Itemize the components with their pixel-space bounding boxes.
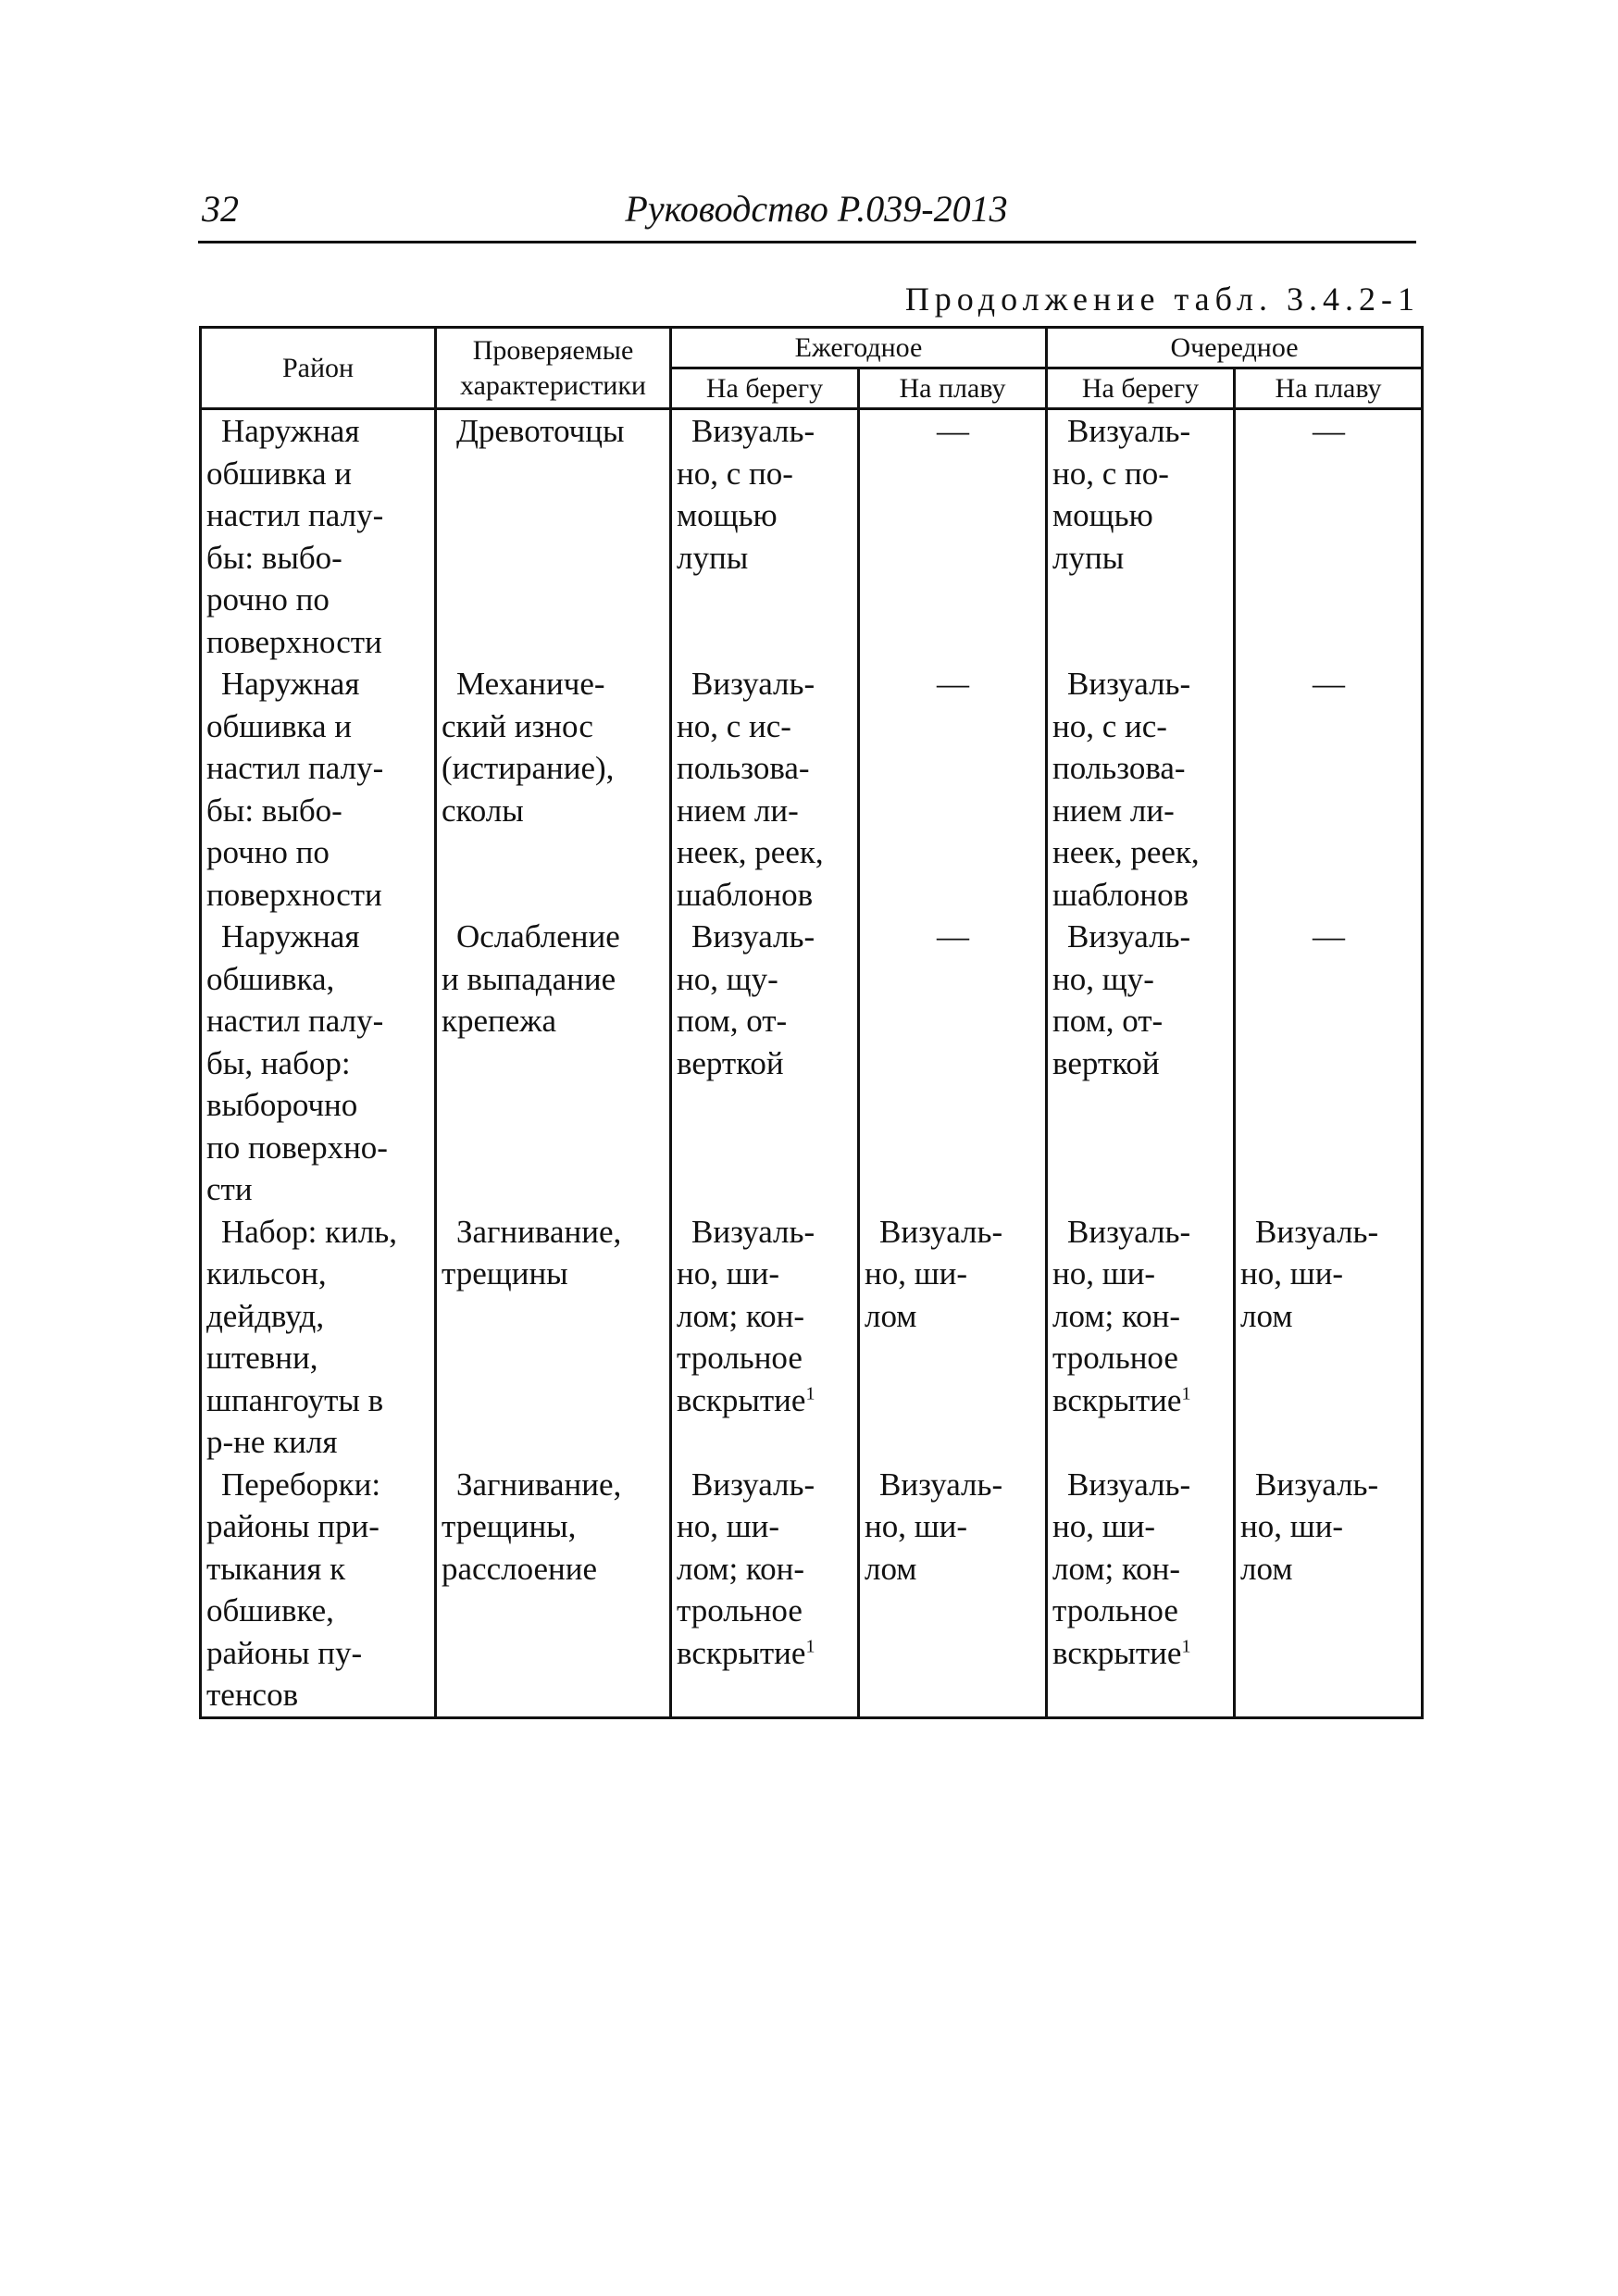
table-row xyxy=(201,409,1423,664)
dash-mark: — xyxy=(1313,918,1346,955)
cell-text-line: районы пу- xyxy=(206,1634,363,1671)
cell-text-line: Переборки: xyxy=(221,1466,381,1503)
cell-text-line: обшивка, xyxy=(206,960,335,997)
cell-area xyxy=(201,409,436,664)
col-header-characteristics-line: характеристики xyxy=(459,369,646,401)
cell-text-line: пом, от- xyxy=(677,1003,788,1039)
cell-text-line: и выпадание xyxy=(442,960,616,997)
cell-annual-afloat xyxy=(859,1464,1047,1718)
cell-text-line: Визуаль- xyxy=(879,1466,1003,1503)
cell-text-line: лом; кон- xyxy=(1052,1550,1181,1587)
cell-text-line: ский износ xyxy=(442,707,593,744)
cell-characteristics xyxy=(436,663,671,916)
cell-text-line: но, ши- xyxy=(1240,1255,1344,1292)
cell-text-line: нием ли- xyxy=(677,792,799,829)
cell-annual-afloat xyxy=(859,1211,1047,1464)
cell-text-line: лом xyxy=(865,1550,917,1587)
cell-text-line: трещины xyxy=(442,1255,568,1292)
cell-text-line: крепежа xyxy=(442,1003,557,1039)
cell-text-line: Визуаль- xyxy=(1067,666,1191,702)
cell-text-line: пользова- xyxy=(677,750,810,786)
cell-characteristics xyxy=(436,1464,671,1718)
cell-text-line: трольное xyxy=(677,1592,803,1628)
cell-text-line: настил палу- xyxy=(206,497,384,533)
cell-text-line: Визуаль- xyxy=(691,918,815,955)
cell-text-line: Визуаль- xyxy=(879,1213,1003,1250)
cell-text-line: шпангоуты в xyxy=(206,1381,384,1418)
cell-text-line: верткой xyxy=(677,1044,784,1081)
cell-periodic-afloat xyxy=(1235,1211,1423,1464)
footnote-mark: 1 xyxy=(805,1635,815,1656)
cell-text-line: Визуаль- xyxy=(691,1213,815,1250)
cell-text-line: лупы xyxy=(1052,539,1125,576)
cell-annual-shore xyxy=(671,1211,859,1464)
cell-periodic-shore xyxy=(1047,409,1235,664)
cell-text-line: Наружная xyxy=(221,413,360,449)
cell-text-line: обшивке, xyxy=(206,1592,334,1628)
cell-annual-shore xyxy=(671,1464,859,1718)
cell-text-line: (истирание), xyxy=(442,750,615,786)
cell-text-line: сколы xyxy=(442,792,524,829)
col-header-annual-on-shore: На берегу xyxy=(671,368,859,409)
cell-annual-shore xyxy=(671,663,859,916)
cell-text-line: настил палу- xyxy=(206,1003,384,1039)
table-row xyxy=(201,663,1423,916)
cell-text-line: нием ли- xyxy=(1052,792,1175,829)
cell-text-line: районы при- xyxy=(206,1508,380,1544)
cell-periodic-afloat xyxy=(1235,1464,1423,1718)
cell-text-line: шаблонов xyxy=(1052,876,1189,913)
cell-annual-shore xyxy=(671,409,859,664)
cell-text-line: Набор: киль, xyxy=(221,1213,398,1250)
cell-text-line: обшивка и xyxy=(206,455,353,492)
cell-text-line: Визуаль- xyxy=(691,666,815,702)
cell-text-line: Визуаль- xyxy=(1067,413,1191,449)
cell-characteristics xyxy=(436,1211,671,1464)
cell-text-line: дейдвуд, xyxy=(206,1297,325,1334)
cell-text-line: Загнивание, xyxy=(456,1213,622,1250)
col-header-periodic-on-shore: На берегу xyxy=(1047,368,1235,409)
cell-text-line: рочно по xyxy=(206,581,330,618)
cell-area xyxy=(201,916,436,1211)
footnote-mark: 1 xyxy=(805,1382,815,1404)
cell-text-line: бы, набор: xyxy=(206,1044,351,1081)
cell-periodic-shore xyxy=(1047,663,1235,916)
footnote-mark: 1 xyxy=(1181,1635,1191,1656)
cell-text-line: Древоточцы xyxy=(456,413,625,449)
cell-text-line: выборочно xyxy=(206,1087,358,1123)
cell-text-line: вскрытие$^1$ xyxy=(677,1634,815,1671)
cell-text-line: лом; кон- xyxy=(677,1550,805,1587)
cell-text-line: Визуаль- xyxy=(691,413,815,449)
table-row xyxy=(201,1464,1423,1718)
cell-text-line: пользова- xyxy=(1052,750,1186,786)
dash-mark: — xyxy=(937,413,969,449)
cell-text-line: по поверхно- xyxy=(206,1129,388,1166)
cell-periodic-afloat xyxy=(1235,409,1423,664)
cell-text-line: Механиче- xyxy=(456,666,605,702)
footnote-mark: 1 xyxy=(1181,1382,1191,1404)
cell-periodic-shore xyxy=(1047,1211,1235,1464)
cell-area xyxy=(201,1464,436,1718)
cell-text-line: но, ши- xyxy=(1052,1255,1156,1292)
cell-text-line: Визуаль- xyxy=(1067,918,1191,955)
cell-text-line: лом xyxy=(1240,1550,1293,1587)
table-head xyxy=(201,328,1423,409)
cell-text-line: но, с по- xyxy=(677,455,793,492)
col-header-annual: Ежегодное xyxy=(671,328,1047,368)
cell-characteristics xyxy=(436,409,671,664)
cell-periodic-shore xyxy=(1047,916,1235,1211)
cell-text-line: неек, реек, xyxy=(1052,834,1200,870)
cell-text-line: тыкания к xyxy=(206,1550,346,1587)
col-header-periodic-afloat: На плаву xyxy=(1235,368,1423,409)
dash-mark: — xyxy=(937,918,969,955)
cell-text-line: мощью xyxy=(1052,497,1153,533)
cell-text-line: тенсов xyxy=(206,1677,299,1713)
dash-mark: — xyxy=(1313,666,1346,702)
cell-text-line: трещины, xyxy=(442,1508,577,1544)
dash-mark: — xyxy=(1313,413,1346,449)
cell-annual-afloat xyxy=(859,409,1047,664)
cell-text-line: трольное xyxy=(1052,1592,1178,1628)
cell-text-line: Ослабление xyxy=(456,918,620,955)
cell-text-line: трольное xyxy=(1052,1340,1178,1376)
table-row xyxy=(201,916,1423,1211)
cell-area xyxy=(201,1211,436,1464)
cell-text-line: Наружная xyxy=(221,918,360,955)
page-header xyxy=(198,183,1416,243)
cell-text-line: вскрытие$^1$ xyxy=(1052,1634,1191,1671)
cell-area xyxy=(201,663,436,916)
cell-text-line: бы: выбо- xyxy=(206,792,342,829)
running-title: Руководство Р.039-2013 xyxy=(625,188,1008,230)
cell-text-line: Загнивание, xyxy=(456,1466,622,1503)
table-row xyxy=(201,1211,1423,1464)
cell-text-line: лом; кон- xyxy=(1052,1297,1181,1334)
col-header-characteristics xyxy=(436,328,671,409)
cell-text-line: но, с ис- xyxy=(677,707,791,744)
cell-periodic-afloat xyxy=(1235,916,1423,1211)
cell-text-line: расслоение xyxy=(442,1550,598,1587)
cell-text-line: но, ши- xyxy=(677,1508,780,1544)
cell-text-line: но, ши- xyxy=(1052,1508,1156,1544)
cell-annual-afloat xyxy=(859,663,1047,916)
cell-text-line: лом xyxy=(865,1297,917,1334)
cell-text-line: но, ши- xyxy=(1240,1508,1344,1544)
cell-text-line: сти xyxy=(206,1171,253,1207)
cell-text-line: Визуаль- xyxy=(1067,1466,1191,1503)
cell-text-line: кильсон, xyxy=(206,1255,327,1292)
inspection-table xyxy=(199,326,1424,1719)
cell-text-line: но, с ис- xyxy=(1052,707,1167,744)
cell-periodic-shore xyxy=(1047,1464,1235,1718)
col-header-area: Район xyxy=(201,328,436,409)
cell-text-line: верткой xyxy=(1052,1044,1160,1081)
cell-text-line: Наружная xyxy=(221,666,360,702)
cell-text-line: вскрытие$^1$ xyxy=(677,1381,815,1418)
col-header-characteristics-line: Проверяемые xyxy=(472,334,634,366)
cell-text-line: мощью xyxy=(677,497,778,533)
cell-text-line: настил палу- xyxy=(206,750,384,786)
cell-text-line: но, с по- xyxy=(1052,455,1169,492)
dash-mark: — xyxy=(937,666,969,702)
cell-annual-afloat xyxy=(859,916,1047,1211)
cell-annual-shore xyxy=(671,916,859,1211)
cell-text-line: но, ши- xyxy=(865,1255,968,1292)
cell-text-line: поверхности xyxy=(206,876,382,913)
cell-text-line: трольное xyxy=(677,1340,803,1376)
cell-text-line: бы: выбо- xyxy=(206,539,342,576)
page-number: 32 xyxy=(202,188,239,230)
cell-text-line: обшивка и xyxy=(206,707,353,744)
cell-text-line: штевни, xyxy=(206,1340,318,1376)
cell-text-line: пом, от- xyxy=(1052,1003,1164,1039)
table-caption: Продолжение табл. 3.4.2-1 xyxy=(904,281,1420,318)
cell-text-line: но, щу- xyxy=(1052,960,1154,997)
cell-text-line: лом xyxy=(1240,1297,1293,1334)
cell-text-line: но, ши- xyxy=(865,1508,968,1544)
cell-text-line: Визуаль- xyxy=(1067,1213,1191,1250)
col-header-annual-afloat: На плаву xyxy=(859,368,1047,409)
cell-text-line: Визуаль- xyxy=(1255,1213,1379,1250)
cell-text-line: но, щу- xyxy=(677,960,778,997)
col-header-periodic: Очередное xyxy=(1047,328,1423,368)
cell-text-line: Визуаль- xyxy=(1255,1466,1379,1503)
cell-text-line: шаблонов xyxy=(677,876,814,913)
cell-text-line: р-не киля xyxy=(206,1424,338,1460)
cell-characteristics xyxy=(436,916,671,1211)
cell-text-line: рочно по xyxy=(206,834,330,870)
table-body xyxy=(201,409,1423,1718)
cell-periodic-afloat xyxy=(1235,663,1423,916)
cell-text-line: поверхности xyxy=(206,623,382,660)
cell-text-line: лом; кон- xyxy=(677,1297,805,1334)
cell-text-line: неек, реек, xyxy=(677,834,824,870)
cell-text-line: Визуаль- xyxy=(691,1466,815,1503)
cell-text-line: лупы xyxy=(677,539,749,576)
cell-text-line: вскрытие$^1$ xyxy=(1052,1381,1191,1418)
cell-text-line: но, ши- xyxy=(677,1255,780,1292)
